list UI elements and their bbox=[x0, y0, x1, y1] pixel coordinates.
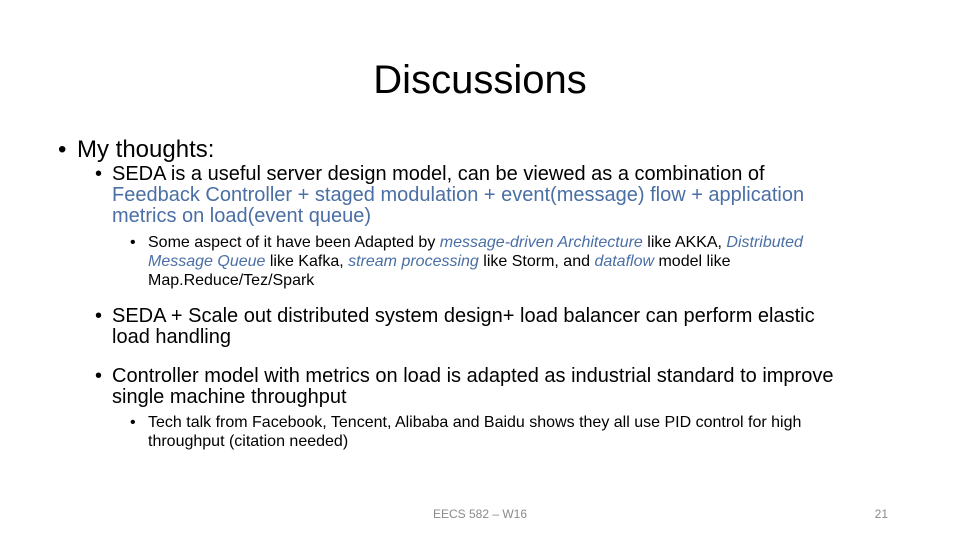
text-highlight: stream processing bbox=[348, 253, 479, 270]
bullet-dot: • bbox=[130, 414, 136, 431]
text-plain: Some aspect of it have been Adapted by bbox=[148, 234, 440, 251]
text-plain: model like Map.Reduce/Tez/Spark bbox=[148, 253, 731, 289]
bullet-text: My thoughts: bbox=[77, 136, 215, 163]
page-number: 21 bbox=[874, 507, 888, 521]
bullet-scale-out bbox=[95, 306, 855, 348]
text-plain: SEDA is a useful server design model, can be viewed as a combination of bbox=[112, 163, 765, 185]
bullet-tech-talk bbox=[130, 413, 870, 451]
footer-course: EECS 582 – W16 bbox=[432, 507, 528, 521]
bullet-controller-model bbox=[95, 366, 855, 408]
bullet-dot: • bbox=[58, 136, 67, 163]
bullet-dot: • bbox=[95, 305, 103, 327]
slide-title: Discussions bbox=[373, 58, 587, 102]
bullet-text bbox=[148, 233, 870, 290]
text-plain: like AKKA, bbox=[642, 234, 727, 251]
text-plain: like Storm, and bbox=[478, 253, 595, 270]
bullet-my-thoughts bbox=[58, 136, 214, 164]
text-highlight: Feedback Controller + staged modulation + event(message) flow + application metrics on load(event queue) bbox=[112, 184, 805, 227]
bullet-text: Controller model with metrics on load is adapted as industrial standard to improve single machine throughput bbox=[112, 365, 834, 408]
text-highlight: Distributed Message Queue bbox=[148, 234, 803, 270]
bullet-seda-model bbox=[95, 164, 855, 227]
bullet-dot: • bbox=[95, 163, 103, 185]
bullet-dot: • bbox=[95, 365, 103, 387]
bullet-text: Tech talk from Facebook, Tencent, Alibaba and Baidu shows they all use PID control for high throughput (citation needed) bbox=[148, 414, 802, 450]
text-highlight: dataflow bbox=[594, 253, 655, 270]
bullet-text bbox=[112, 164, 855, 227]
bullet-adapted-by bbox=[130, 233, 870, 290]
text-plain: like Kafka, bbox=[265, 253, 349, 270]
bullet-text: SEDA + Scale out distributed system design+ load balancer can perform elastic load handling bbox=[112, 305, 815, 348]
bullet-dot: • bbox=[130, 234, 136, 251]
text-highlight: message-driven Architecture bbox=[439, 234, 643, 251]
